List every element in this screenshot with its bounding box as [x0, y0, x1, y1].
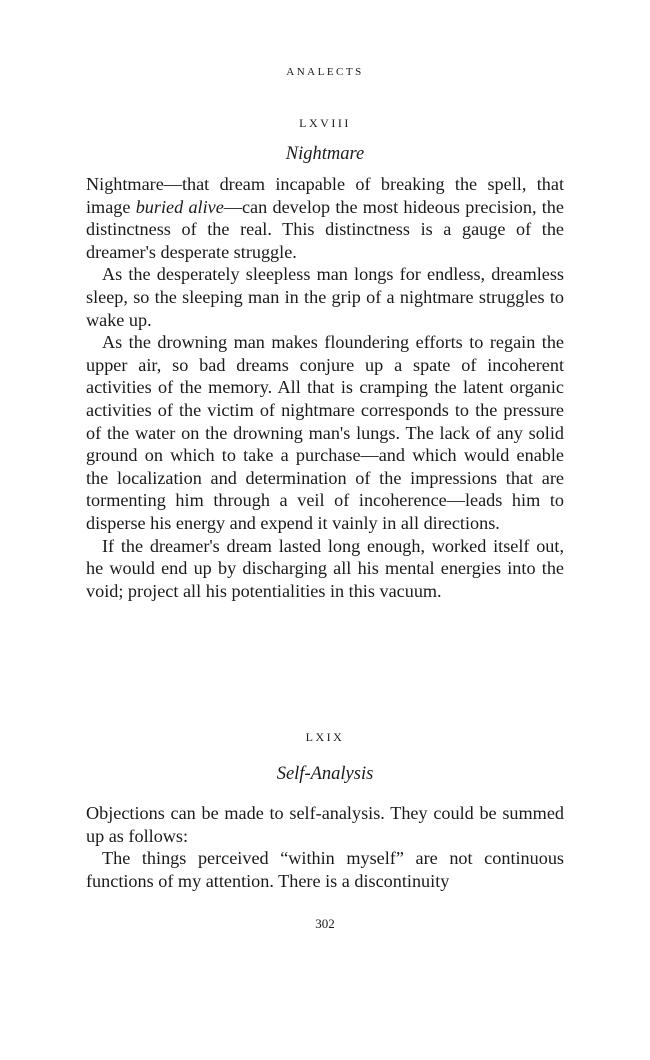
section-title: Self-Analysis [276, 764, 374, 784]
emphasis-text: buried alive [135, 196, 224, 217]
section-body [86, 802, 564, 892]
paragraph: As the drowning man makes floundering efforts to regain the upper air, so bad dreams conjure up a spate of incoherent activities of the memory. All that is cramping the latent organic activities of the victim of nightmare corresponds to the pressure of the water on the drowning man's lungs. The lack of any solid ground on which to take a purchase—and which would enable the localization and determination of the impressions that are tormenting him through a veil of incoherence—leads him to disperse his energy and expend it vainly in all directions. [86, 332, 564, 533]
paragraph: Objections can be made to self-analysis. They could be summed up as follows: [86, 803, 564, 846]
section-number: LXIX [305, 730, 345, 744]
text-run: —can develop the most hideous precision, the distinctness of the real. This distinctness is a gauge of the dreamer's desperate struggle. [86, 196, 564, 262]
text-run: Nightmare—that dream incapable of breaking the spell, that image [86, 174, 564, 217]
section-number: LXVIII [299, 116, 351, 130]
paragraph: As the desperately sleepless man longs for endless, dreamless sleep, so the sleeping man in the grip of a nightmare struggles to wake up. [86, 264, 564, 330]
paragraph [86, 173, 564, 263]
running-head: ANALECTS [286, 66, 364, 78]
paragraph: If the dreamer's dream lasted long enough, worked itself out, he would end up by discharging all his mental energies into the void; project all his potentialities in this vacuum. [86, 535, 564, 601]
paragraph: The things perceived “within myself” are not continuous functions of my attention. There is a discontinuity [86, 848, 564, 891]
section-title: Nightmare [285, 144, 365, 164]
section-body [86, 173, 564, 602]
page-number: 302 [315, 916, 335, 931]
